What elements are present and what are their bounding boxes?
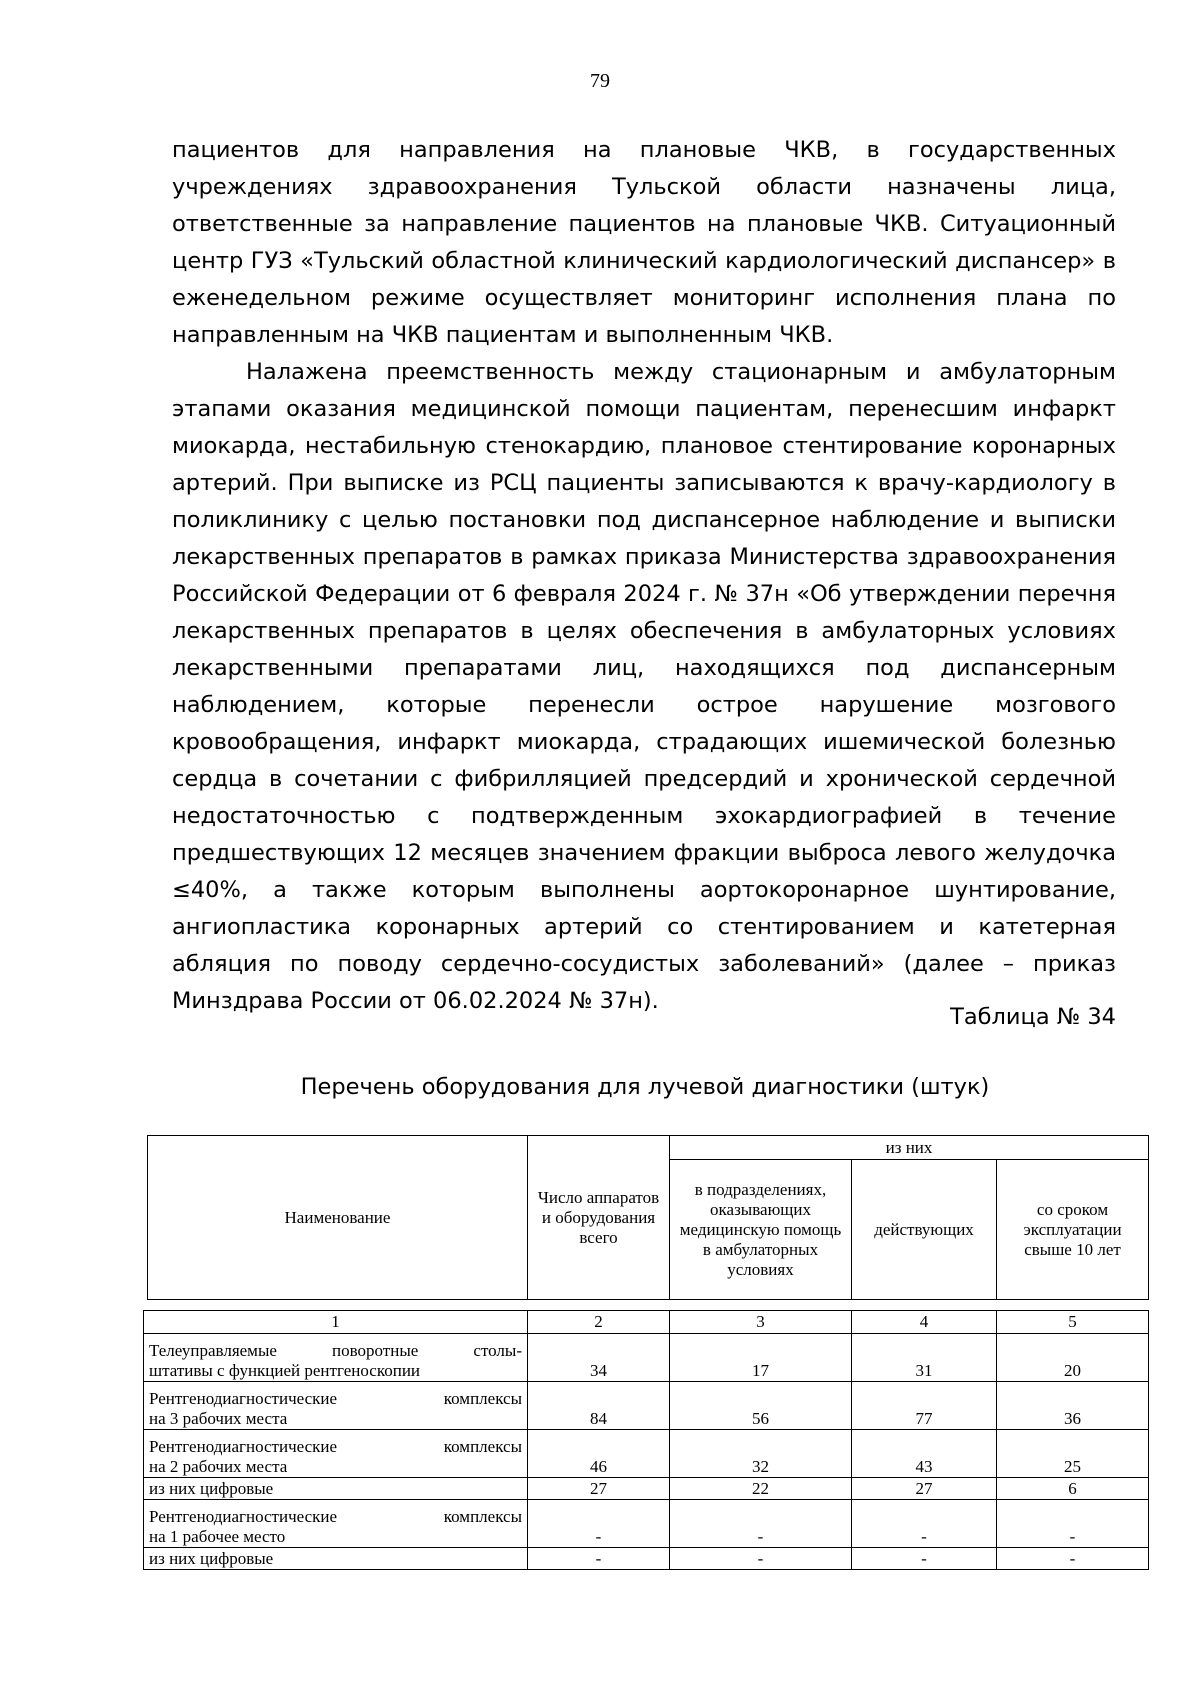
row-name bbox=[144, 1382, 528, 1430]
column-number: 1 bbox=[144, 1311, 528, 1334]
row-name bbox=[144, 1334, 528, 1382]
table-row bbox=[144, 1430, 1149, 1478]
column-number: 3 bbox=[670, 1311, 852, 1334]
row-name-line: Рентгенодиагностические комплексы bbox=[149, 1437, 522, 1456]
cell-ambulatory: - bbox=[670, 1548, 852, 1570]
cell-active: - bbox=[852, 1500, 997, 1548]
table-header bbox=[147, 1135, 1149, 1300]
column-number: 5 bbox=[997, 1311, 1149, 1334]
cell-active: 31 bbox=[852, 1334, 997, 1382]
row-name-line: из них цифровые bbox=[149, 1479, 274, 1498]
row-name bbox=[144, 1430, 528, 1478]
cell-total: 27 bbox=[528, 1478, 670, 1500]
header-active: действующих bbox=[852, 1160, 997, 1300]
cell-ambulatory: 17 bbox=[670, 1334, 852, 1382]
row-name-line: Телеуправляемые поворотные столы- bbox=[149, 1341, 522, 1360]
header-group: из них bbox=[670, 1136, 1149, 1160]
page-number: 79 bbox=[590, 70, 610, 92]
column-number: 2 bbox=[528, 1311, 670, 1334]
cell-over10: 6 bbox=[997, 1478, 1149, 1500]
column-number: 4 bbox=[852, 1311, 997, 1334]
table-row bbox=[144, 1478, 1149, 1500]
cell-ambulatory: 56 bbox=[670, 1382, 852, 1430]
row-name-line: Рентгенодиагностические комплексы bbox=[149, 1507, 522, 1526]
table-row bbox=[144, 1334, 1149, 1382]
cell-total: 46 bbox=[528, 1430, 670, 1478]
row-name-line: штативы с функцией рентгеноскопии bbox=[149, 1361, 421, 1380]
header-ambulatory: в подразделениях, оказывающих медицинскую помощь в амбулаторных условиях bbox=[670, 1160, 852, 1300]
row-name-line: на 2 рабочих места bbox=[149, 1457, 288, 1476]
body-text bbox=[172, 132, 1116, 1020]
table-row bbox=[144, 1548, 1149, 1570]
column-numbers-row bbox=[144, 1311, 1149, 1334]
table-row bbox=[144, 1500, 1149, 1548]
row-name bbox=[144, 1500, 528, 1548]
header-total: Число аппаратов и оборудования всего bbox=[528, 1136, 670, 1300]
row-name-line: Рентгенодиагностические комплексы bbox=[149, 1389, 522, 1408]
cell-active: 27 bbox=[852, 1478, 997, 1500]
cell-over10: - bbox=[997, 1500, 1149, 1548]
cell-ambulatory: - bbox=[670, 1500, 852, 1548]
cell-over10: 36 bbox=[997, 1382, 1149, 1430]
table-number: Таблица № 34 bbox=[950, 1004, 1116, 1030]
row-name-line: на 3 рабочих места bbox=[149, 1409, 288, 1428]
row-name bbox=[144, 1478, 528, 1500]
cell-over10: 20 bbox=[997, 1334, 1149, 1382]
cell-total: - bbox=[528, 1548, 670, 1570]
cell-total: 84 bbox=[528, 1382, 670, 1430]
table-row bbox=[144, 1382, 1149, 1430]
cell-total: 34 bbox=[528, 1334, 670, 1382]
cell-ambulatory: 32 bbox=[670, 1430, 852, 1478]
cell-active: 43 bbox=[852, 1430, 997, 1478]
row-name bbox=[144, 1548, 528, 1570]
cell-over10: - bbox=[997, 1548, 1149, 1570]
paragraph: Налажена преемственность между стационарным и амбулаторным этапами оказания медицинской помощи пациентам, перенесшим инфаркт миокарда, нестабильную стенокардию, плановое стентирование коронарных артерий. При выписке из РСЦ пациенты записываются к врачу-кардиологу в поликлинику с целью постановки под диспансерное наблюдение и выписки лекарственных препаратов в рамках приказа Министерства здравоохранения Российской Федерации от 6 февраля 2024 г. № 37н «Об утверждении перечня лекарственных препаратов в целях обеспечения в амбулаторных условиях лекарственными препаратами лиц, находящихся под диспансерным наблюдением, которые перенесли острое нарушение мозгового кровообращения, инфаркт миокарда, страдающих ишемической болезнью сердца в сочетании с фибрилляцией предсердий и хронической сердечной недостаточностью с подтвержденным эхокардиографией в течение предшествующих 12 месяцев значением фракции выброса левого желудочка ≤40%, а также которым выполнены аортокоронарное шунтирование, ангиопластика коронарных артерий со стентированием и катетерная абляция по поводу сердечно-сосудистых заболеваний» (далее – приказ Минздрава России от 06.02.2024 № 37н). bbox=[172, 359, 1116, 1014]
cell-ambulatory: 22 bbox=[670, 1478, 852, 1500]
row-name-line: из них цифровые bbox=[149, 1549, 274, 1568]
table-body bbox=[143, 1310, 1149, 1570]
cell-total: - bbox=[528, 1500, 670, 1548]
paragraph: пациентов для направления на плановые ЧКВ, в государственных учреждениях здравоохранения Тульской области назначены лица, ответственные за направление пациентов на плановые ЧКВ. Ситуационный центр ГУЗ «Тульский областной клинический кардиологический диспансер» в еженедельном режиме осуществляет мониторинг исполнения плана по направленным на ЧКВ пациентам и выполненным ЧКВ. bbox=[172, 137, 1116, 348]
cell-active: - bbox=[852, 1548, 997, 1570]
table-title: Перечень оборудования для лучевой диагностики (штук) bbox=[300, 1074, 990, 1100]
row-name-line: на 1 рабочее место bbox=[149, 1527, 286, 1546]
header-name: Наименование bbox=[148, 1136, 528, 1300]
cell-over10: 25 bbox=[997, 1430, 1149, 1478]
cell-active: 77 bbox=[852, 1382, 997, 1430]
header-over10: со сроком эксплуатации свыше 10 лет bbox=[997, 1160, 1149, 1300]
